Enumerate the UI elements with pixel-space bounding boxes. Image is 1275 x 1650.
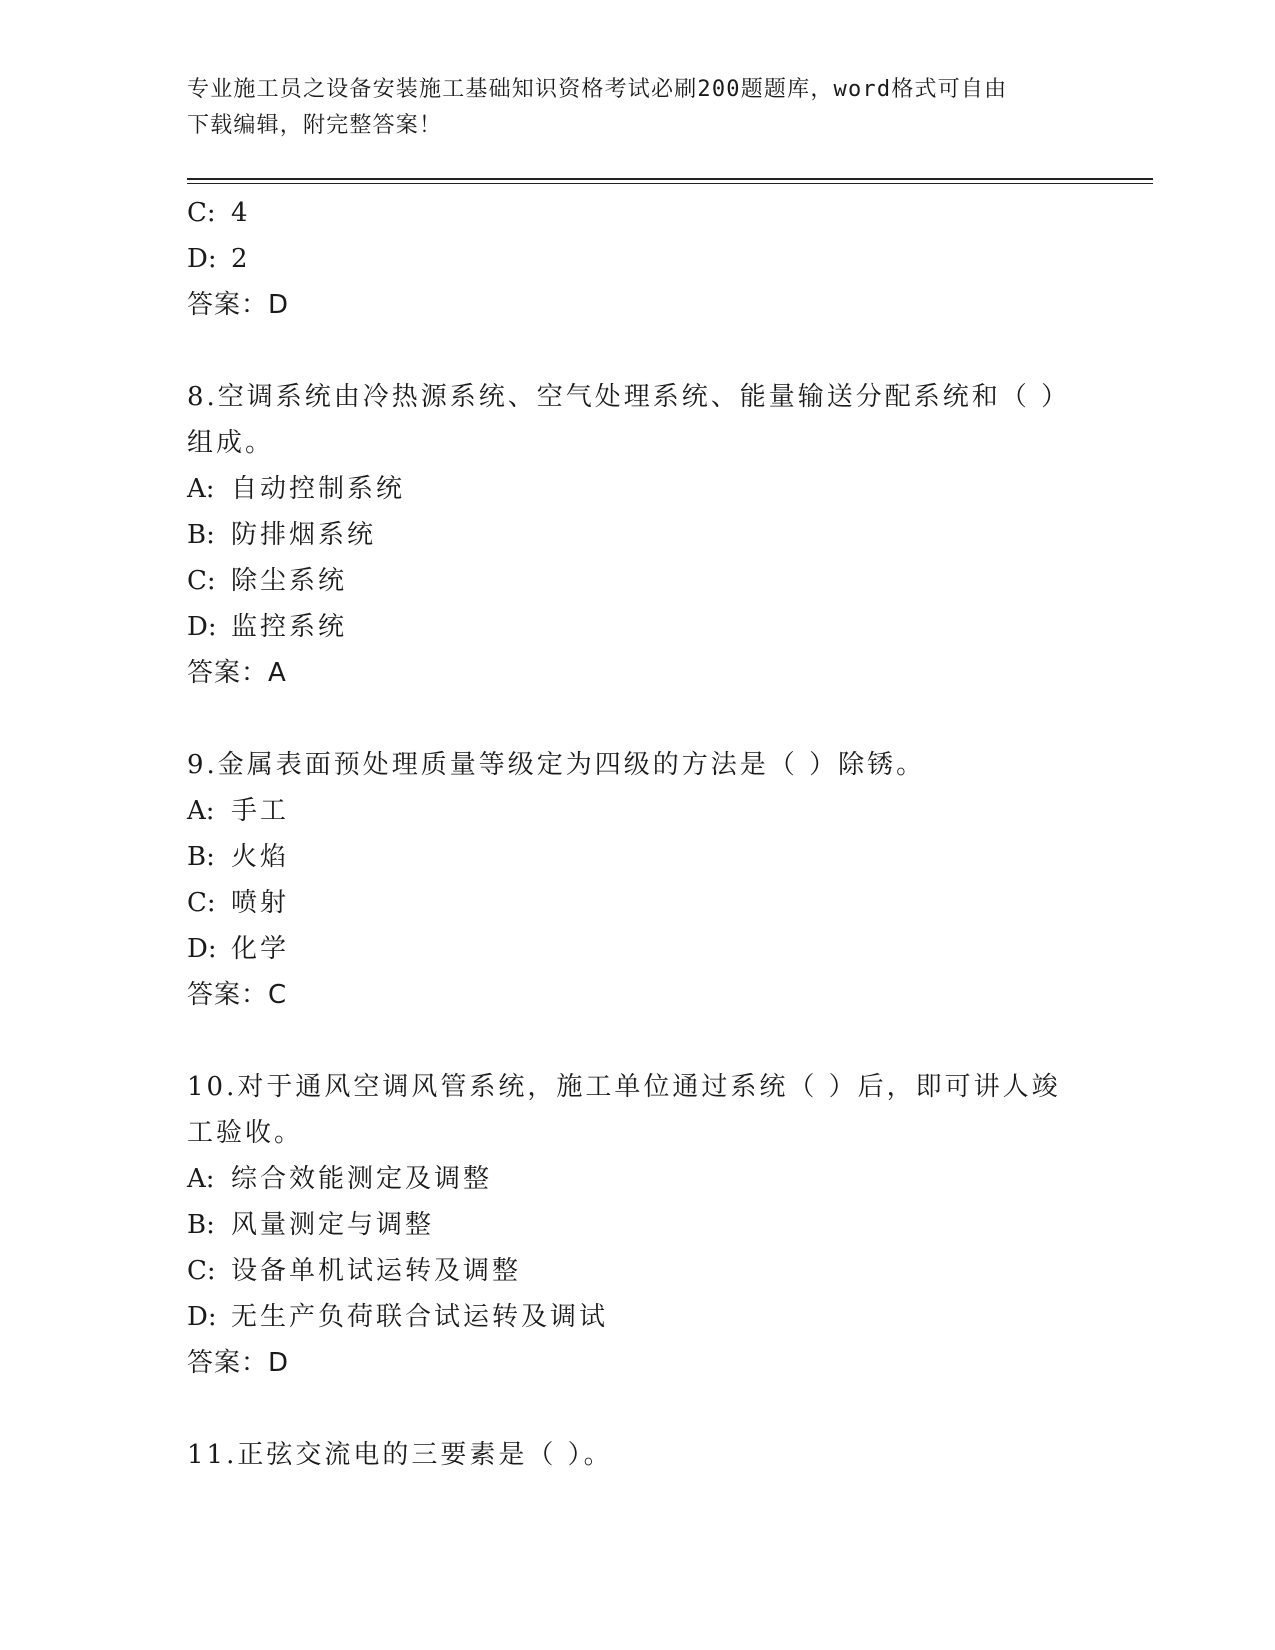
option-d: D: 无生产负荷联合试运转及调试: [187, 1302, 609, 1332]
option-c: C: 设备单机试运转及调整: [187, 1256, 522, 1286]
option-c: C: 4: [187, 198, 251, 228]
question-stem: 11.正弦交流电的三要素是（ ）。: [187, 1440, 613, 1470]
document-header: [187, 72, 1077, 144]
question-10: [187, 1064, 1087, 1386]
question-stem: 8.空调系统由冷热源系统、空气处理系统、能量输送分配系统和（ ）: [187, 382, 1071, 412]
question-list: [187, 190, 1087, 1478]
option-a: A: 自动控制系统: [187, 474, 406, 504]
option-a: A: 手工: [187, 796, 290, 826]
question-7-continuation: [187, 190, 1087, 328]
option-d: D: 2: [187, 244, 251, 274]
question-stem-continued: 工验收。: [187, 1118, 304, 1148]
header-line-1: 专业施工员之设备安装施工基础知识资格考试必刷200题题库，word格式可自由: [187, 77, 1008, 102]
answer: 答案：D: [187, 1348, 290, 1378]
header-divider-thick: [187, 178, 1153, 180]
question-stem: 9.金属表面预处理质量等级定为四级的方法是（ ）除锈。: [187, 750, 926, 780]
question-11: [187, 1432, 1087, 1478]
option-b: B: 风量测定与调整: [187, 1210, 435, 1240]
option-b: B: 火焰: [187, 842, 290, 872]
header-line-2: 下载编辑，附完整答案！: [187, 113, 443, 138]
header-divider-thin: [187, 183, 1153, 184]
option-a: A: 综合效能测定及调整: [187, 1164, 493, 1194]
answer: 答案：A: [187, 658, 287, 688]
question-stem-continued: 组成。: [187, 428, 275, 458]
question-8: [187, 374, 1087, 696]
question-stem: 10.对于通风空调风管系统，施工单位通过系统（ ）后，即可讲人竣: [187, 1072, 1061, 1102]
option-c: C: 除尘系统: [187, 566, 348, 596]
question-9: [187, 742, 1087, 1018]
answer: 答案：C: [187, 980, 288, 1010]
option-b: B: 防排烟系统: [187, 520, 377, 550]
option-d: D: 化学: [187, 934, 290, 964]
option-c: C: 喷射: [187, 888, 290, 918]
answer: 答案：D: [187, 290, 290, 320]
option-d: D: 监控系统: [187, 612, 348, 642]
